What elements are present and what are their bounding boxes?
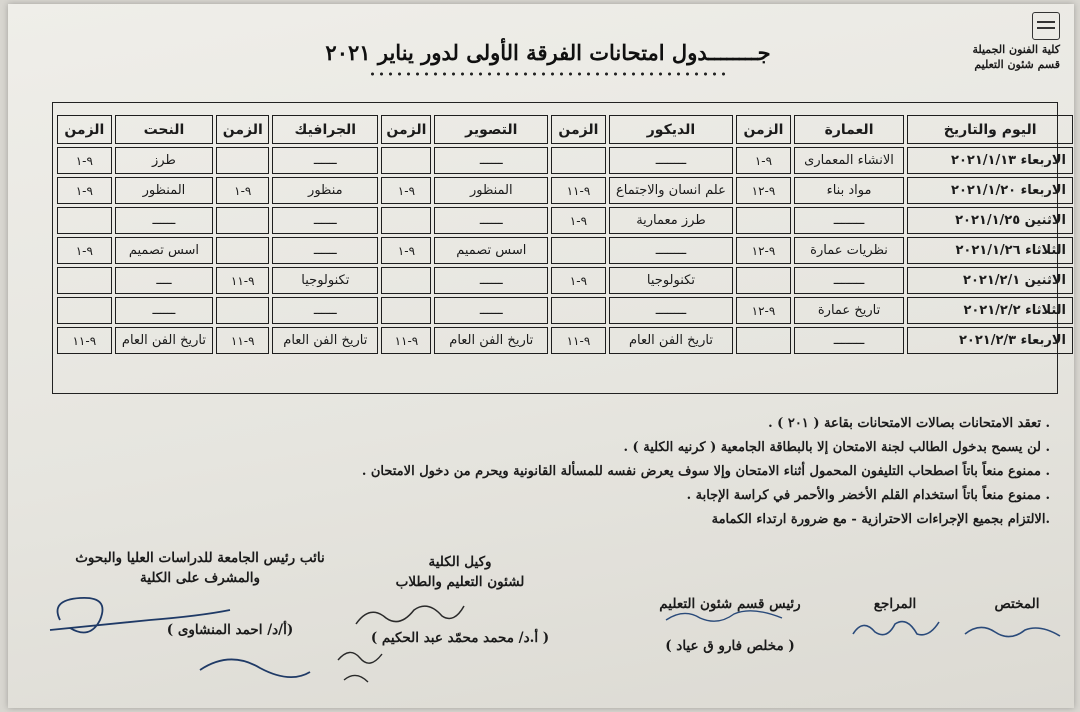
cell-subject: ــــــ (115, 297, 214, 324)
cell-subject: اسس تصميم (115, 237, 214, 264)
faculty-header (910, 12, 1060, 72)
cell-subject: تاريخ عمارة (794, 297, 905, 324)
header-time: الزمن (57, 115, 112, 144)
cell-subject: طرز معمارية (609, 207, 734, 234)
university-logo-icon (1032, 12, 1060, 40)
vice-president-role: نائب رئيس الجامعة للدراسات العليا والبحوث (75, 550, 325, 566)
cell-time (381, 267, 431, 294)
cell-time: ٩-١١ (551, 327, 606, 354)
specialist-handwritten-signature (960, 614, 1070, 644)
cell-date: الثلاثاء ٢٠٢١/١/٢٦ (907, 237, 1073, 264)
cell-time: ٩-١ (381, 177, 431, 204)
rule-item: .الالتزام بجميع الإجراءات الاحترازية - مع ضرورة ارتداء الكمامة (711, 512, 1050, 527)
specialist-signature-block (972, 594, 1062, 614)
table-row (57, 237, 1073, 264)
cell-time (57, 267, 112, 294)
cell-time: ٩-١١ (216, 327, 269, 354)
rule-item: . ممنوع منعاً باتاً استخدام القلم الأخضر والأحمر في كراسة الإجابة . (686, 488, 1050, 503)
cell-time (57, 207, 112, 234)
cell-subject: ــــــ (272, 237, 378, 264)
rule-item: . لن يسمح بدخول الطالب لجنة الامتحان إلا بالبطاقة الجامعية ( كرنيه الكلية ) . (623, 440, 1050, 455)
cell-time: ٩-١ (736, 147, 791, 174)
cell-date: الثلاثاء ٢٠٢١/٢/٢ (907, 297, 1073, 324)
cell-date: الاربعاء ٢٠٢١/١/١٣ (907, 147, 1073, 174)
dept-head-name: ( مخلص فارو ق عياد ) (665, 638, 795, 654)
cell-date: الاثنين ٢٠٢١/١/٢٥ (907, 207, 1073, 234)
table-row (57, 147, 1073, 174)
cell-date: الاربعاء ٢٠٢١/١/٢٠ (907, 177, 1073, 204)
cell-time: ٩-١١ (57, 327, 112, 354)
vice-president-handwritten-signature (40, 580, 340, 700)
cell-subject: ــــــ (272, 297, 378, 324)
cell-subject: المنظور (115, 177, 214, 204)
header-time: الزمن (736, 115, 791, 144)
faculty-name: كلية الفنون الجميلة (972, 43, 1060, 56)
cell-time: ٩-١ (57, 177, 112, 204)
cell-date: الاثنين ٢٠٢١/٢/١ (907, 267, 1073, 294)
cell-time: ٩-١ (551, 207, 606, 234)
cell-time: ٩-١٢ (736, 297, 791, 324)
exam-schedule-table (54, 112, 1076, 357)
cell-subject: تاريخ الفن العام (609, 327, 734, 354)
cell-subject: ــــــ (434, 207, 548, 234)
cell-subject: ــــــ (434, 297, 548, 324)
cell-subject: ــــــــ (609, 237, 734, 264)
cell-subject: منظور (272, 177, 378, 204)
cell-subject: المنظور (434, 177, 548, 204)
cell-time: ٩-١٢ (736, 237, 791, 264)
cell-time (216, 297, 269, 324)
cell-time: ٩-١ (551, 267, 606, 294)
table-row (57, 267, 1073, 294)
title-block (278, 40, 818, 77)
cell-subject: ــــــ (272, 207, 378, 234)
cell-time (216, 237, 269, 264)
header-sculpture: النحت (115, 115, 214, 144)
cell-subject: ــــــ (272, 147, 378, 174)
cell-subject: ــــــــ (609, 297, 734, 324)
cell-subject: ــــ (115, 267, 214, 294)
cell-subject: ــــــ (434, 147, 548, 174)
cell-subject: تاريخ الفن العام (272, 327, 378, 354)
table-row (57, 177, 1073, 204)
cell-subject: ــــــــ (794, 327, 905, 354)
vice-president-role-sub: والمشرف على الكلية (140, 570, 260, 586)
cell-time (381, 147, 431, 174)
header-architecture: العمارة (794, 115, 905, 144)
cell-time: ٩-١ (57, 237, 112, 264)
cell-time (551, 297, 606, 324)
cell-subject: ــــــــ (609, 147, 734, 174)
cell-time (736, 267, 791, 294)
cell-time (216, 207, 269, 234)
cell-subject: اسس تصميم (434, 237, 548, 264)
cell-subject: نظريات عمارة (794, 237, 905, 264)
reviewer-handwritten-signature (845, 612, 945, 644)
cell-subject: ــــــ (115, 207, 214, 234)
header-painting: التصوير (434, 115, 548, 144)
cell-subject: الانشاء المعمارى (794, 147, 905, 174)
cell-subject: ــــــ (434, 267, 548, 294)
exam-rules-list (250, 412, 1050, 532)
cell-time (736, 207, 791, 234)
cell-subject: تكنولوجيا (609, 267, 734, 294)
cell-time: ٩-١ (216, 177, 269, 204)
cell-time (381, 297, 431, 324)
reviewer-signature-block (840, 594, 950, 614)
cell-subject: تكنولوجيا (272, 267, 378, 294)
cell-time (736, 327, 791, 354)
vice-dean-name: ( أ.د/ محمد محمّد عبد الحكيم ) (370, 630, 550, 646)
dept-head-handwritten-signature (660, 604, 790, 628)
cell-time: ٩-١١ (551, 177, 606, 204)
table-header-row (57, 115, 1073, 144)
dept-head-role: رئيس قسم شئون التعليم (659, 596, 801, 612)
header-decoration: الديكور (609, 115, 734, 144)
header-day-date: اليوم والتاريخ (907, 115, 1073, 144)
header-time: الزمن (551, 115, 606, 144)
header-graphics: الجرافيك (272, 115, 378, 144)
cell-time: ٩-١ (57, 147, 112, 174)
cell-date: الاربعاء ٢٠٢١/٢/٣ (907, 327, 1073, 354)
cell-subject: طرز (115, 147, 214, 174)
cell-time: ٩-١ (381, 237, 431, 264)
cell-subject: ــــــــ (794, 207, 905, 234)
cell-time (57, 297, 112, 324)
page-title: جــــــــدول امتحانات الفرقة الأولى لدور يناير ٢٠٢١ (325, 40, 771, 65)
cell-time (551, 147, 606, 174)
cell-subject: تاريخ الفن العام (434, 327, 548, 354)
table-row (57, 297, 1073, 324)
header-time: الزمن (381, 115, 431, 144)
rule-item: . تعقد الامتحانات بصالات الامتحانات بقاعة ( ٢٠١ ) . (768, 416, 1050, 431)
table-row (57, 207, 1073, 234)
cell-subject: تاريخ الفن العام (115, 327, 214, 354)
cell-time (551, 237, 606, 264)
rule-item: . ممنوع منعاً باتاً اصطحاب التليفون المحمول أثناء الامتحان وإلا سوف يعرض نفسه للمسألة القانونية ويحرم من دخول الامتحان . (361, 464, 1050, 479)
cell-subject: ــــــــ (794, 267, 905, 294)
vice-dean-role: وكيل الكلية (428, 554, 492, 570)
cell-time: ٩-١٢ (736, 177, 791, 204)
department-name: قسم شئون التعليم (974, 58, 1060, 71)
vice-dean-handwritten-signature (350, 596, 470, 632)
cell-subject: علم انسان والاجتماع (609, 177, 734, 204)
header-time: الزمن (216, 115, 269, 144)
cell-time (216, 147, 269, 174)
cell-time (381, 207, 431, 234)
cell-subject: مواد بناء (794, 177, 905, 204)
reviewer-role: المراجع (873, 596, 917, 612)
cell-time: ٩-١١ (381, 327, 431, 354)
vice-dean-role-sub: لشئون التعليم والطلاب (395, 574, 525, 590)
cell-time: ٩-١١ (216, 267, 269, 294)
specialist-role: المختص (994, 596, 1040, 612)
table-row (57, 327, 1073, 354)
title-underline-dots (368, 71, 728, 77)
vice-president-name: (أ/د/ احمد المنشاوى ) (166, 622, 294, 638)
